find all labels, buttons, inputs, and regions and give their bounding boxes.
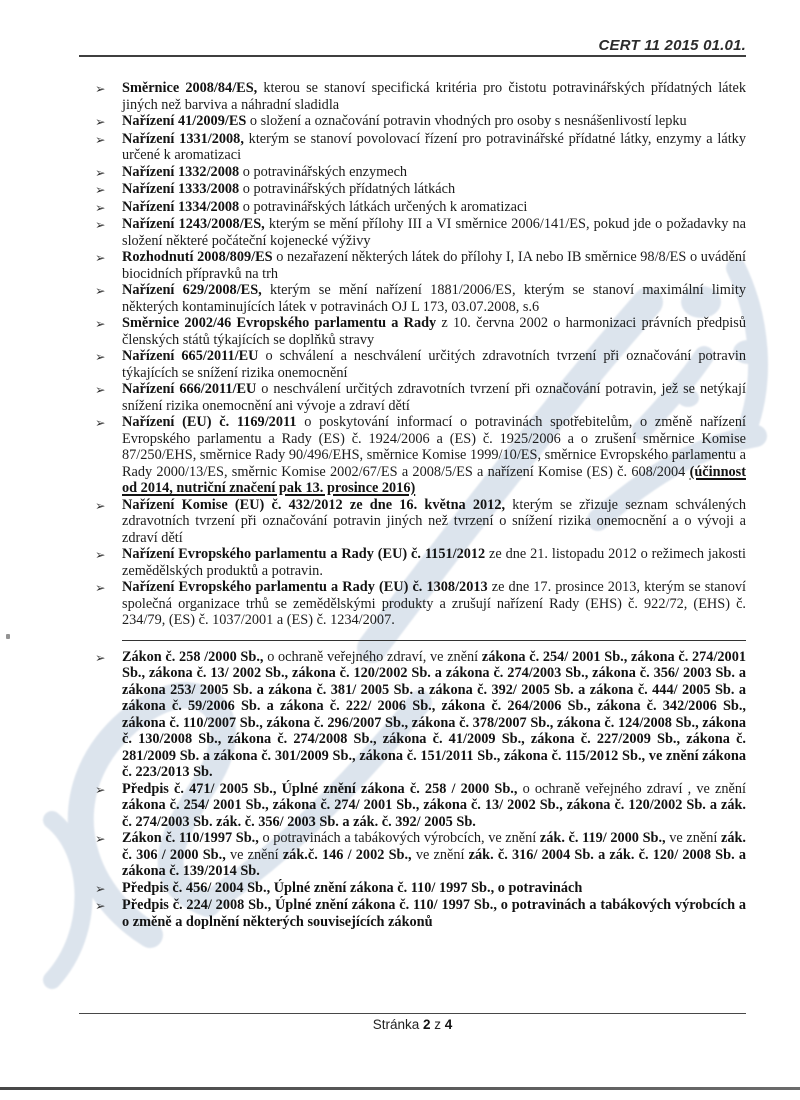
list-item-text: Nařízení Evropského parlamentu a Rady (EU) č. 1308/2013 ze dne 17. prosince 2013, kterým se stanoví společná organizace trhů se zemědělskými produkty a zrušují nařízení Rady (EHS) č. 922/72, (EHS) č. 234/79, (ES) č. 1037/2001 a (ES) č. 1234/2007. xyxy=(122,579,746,628)
arrow-bullet-icon: ➢ xyxy=(95,781,106,797)
list-item-text: Nařízení 1243/2008/ES, kterým se mění přílohy III a VI směrnice 2006/141/ES, pokud jde o požadavky na složení některé počáteční kojenecké výživy xyxy=(122,216,746,249)
arrow-bullet-icon: ➢ xyxy=(95,880,106,896)
list-item-text: Předpis č. 456/ 2004 Sb., Úplné znění zákona č. 110/ 1997 Sb., o potravinách xyxy=(122,879,583,896)
list-item xyxy=(95,80,746,113)
scan-edge-line xyxy=(0,1087,800,1090)
list-item xyxy=(95,216,746,249)
arrow-bullet-icon: ➢ xyxy=(95,497,106,513)
arrow-bullet-icon: ➢ xyxy=(95,114,106,129)
page-number-label xyxy=(79,1014,746,1032)
document-code-header: CERT 11 2015 01.01. xyxy=(598,37,746,54)
list-item xyxy=(95,414,746,497)
list-item xyxy=(95,181,746,199)
list-item-text: Nařízení 629/2008/ES, kterým se mění nařízení 1881/2006/ES, kterým se stanoví maximální limity některých kontaminujících látek v potravinách OJ L 173, 03.07.2008, s.6 xyxy=(122,282,746,315)
list-item xyxy=(95,897,746,930)
arrow-bullet-icon: ➢ xyxy=(95,649,106,665)
list-item-text: Předpis č. 471/ 2005 Sb., Úplné znění zákona č. 258 / 2000 Sb., o ochraně veřejného zdraví , ve znění zákona č. 254/ 2001 Sb., zákona č. 274/ 2001 Sb., zákona č. 13/ 2002 Sb., zákona č. 120/2002 Sb. a zák. č. 274/2003 Sb. zák. č. 356/ 2003 Sb. a zák. č. 392/ 2005 Sb. xyxy=(122,780,746,830)
arrow-bullet-icon: ➢ xyxy=(95,547,106,562)
arrow-bullet-icon: ➢ xyxy=(95,898,106,913)
arrow-bullet-icon: ➢ xyxy=(95,182,106,197)
list-item-text: Směrnice 2002/46 Evropského parlamentu a Rady z 10. června 2002 o harmonizaci právních předpisů členských států týkajících se doplňků stravy xyxy=(122,315,746,348)
section-divider xyxy=(122,640,746,641)
list-item-text: Nařízení 666/2011/EU o neschválení určitých zdravotních tvrzení při označování potravin, jež se netýkají snížení rizika onemocnění ani vývoje a zdraví dětí xyxy=(122,381,746,414)
list-item xyxy=(95,249,746,282)
list-item xyxy=(95,546,746,579)
list-item xyxy=(95,282,746,315)
page-footer xyxy=(79,1013,746,1032)
page-content xyxy=(79,0,746,930)
footer-of-word: z xyxy=(430,1017,445,1032)
arrow-bullet-icon: ➢ xyxy=(95,349,106,364)
list-item xyxy=(95,348,746,381)
list-item-text: Směrnice 2008/84/ES, kterou se stanoví specifická kritéria pro čistotu potravinářských přídatných látek jiných než barviva a náhradní sladidla xyxy=(122,80,746,113)
arrow-bullet-icon: ➢ xyxy=(95,283,106,298)
list-item-text: Nařízení 41/2009/ES o složení a označování potravin vhodných pro osoby s nesnášenlivostí lepku xyxy=(122,113,687,129)
list-item-text: Nařízení 1331/2008, kterým se stanoví povolovací řízení pro potravinářské přídatné látky, enzymy a látky určené k aromatizaci xyxy=(122,130,746,163)
header-rule xyxy=(79,55,746,57)
list-item-text: Předpis č. 224/ 2008 Sb., Úplné znění zákona č. 110/ 1997 Sb., o potravinách a tabákových výrobcích a o změně a doplnění některých souvisejících zákonů xyxy=(122,897,746,930)
list-item-text: Nařízení 1332/2008 o potravinářských enzymech xyxy=(122,163,408,180)
list-item xyxy=(95,649,746,781)
list-item xyxy=(95,880,746,898)
arrow-bullet-icon: ➢ xyxy=(95,831,106,846)
list-item-text: Nařízení 1333/2008 o potravinářských přídatných látkách xyxy=(122,181,456,197)
list-item-text: Nařízení 1334/2008 o potravinářských látkách určených k aromatizaci xyxy=(122,198,528,215)
list-item-text: Zákon č. 258 /2000 Sb., o ochraně veřejného zdraví, ve znění zákona č. 254/ 2001 Sb., zákona č. 274/2001 Sb., zákona č. 13/ 2002 Sb., zákona č. 120/2002 Sb. a zákona č. 274/2003 Sb., zákona č. 356/ 2003 Sb. a zákona 253/ 2005 Sb. a zákona č. 381/ 2005 Sb. a zákona č. 392/ 2005 Sb. a zákona č. 444/ 2005 Sb. a zákona č. 59/2006 Sb. a zákona č. 222/ 2006 Sb., zákona č. 264/2006 Sb., zákona č. 342/2006 Sb., zákona č. 110/2007 Sb., zákona č. 296/2007 Sb., zákona č. 378/2007 Sb., zákona č. 124/2008 Sb., zákona č. 130/2008 Sb., zákona č. 274/2008 Sb., zákona č. 41/2009 Sb., zákona č. 227/2009 Sb., zákona č. 281/2009 Sb. a zákona č. 301/2009 Sb., zákona č. 151/2011 Sb., zákona č. 115/2012 Sb., ve znění zákona č. 223/2013 Sb. xyxy=(122,648,747,780)
list-item-text: Rozhodnutí 2008/809/ES o nezařazení některých látek do přílohy I, IA nebo IB směrnice 98/8/ES o uvádění biocidních přípravků na trh xyxy=(122,249,746,282)
footer-label: Stránka xyxy=(372,1017,423,1032)
arrow-bullet-icon: ➢ xyxy=(95,131,106,147)
list-item xyxy=(95,164,746,182)
list-item-text: Nařízení Komise (EU) č. 432/2012 ze dne 16. května 2012, kterým se zřizuje seznam schválených zdravotních tvrzení při označování potravin jiných než tvrzení o snížení rizika onemocnění a o vývoji a zdraví dětí xyxy=(122,496,746,546)
arrow-bullet-icon: ➢ xyxy=(95,81,106,96)
eu-legislation-list xyxy=(95,80,746,629)
arrow-bullet-icon: ➢ xyxy=(95,580,106,595)
list-item xyxy=(95,315,746,348)
list-item xyxy=(95,497,746,547)
list-item xyxy=(95,131,746,164)
arrow-bullet-icon: ➢ xyxy=(95,164,106,180)
arrow-bullet-icon: ➢ xyxy=(95,316,106,331)
footer-total-pages: 4 xyxy=(444,1017,453,1032)
czech-laws-list xyxy=(95,649,746,931)
list-item xyxy=(95,579,746,629)
arrow-bullet-icon: ➢ xyxy=(95,217,106,232)
list-item xyxy=(95,199,746,217)
list-item xyxy=(95,781,746,831)
list-item-text: Zákon č. 110/1997 Sb., o potravinách a tabákových výrobcích, ve znění zák. č. 119/ 2000 Sb., ve znění zák. č. 306 / 2000 Sb., ve znění zák.č. 146 / 2002 Sb., ve znění zák. č. 316/ 2004 Sb. a zák. č. 120/ 2008 Sb. a zákona č. 139/2014 Sb. xyxy=(122,830,746,879)
list-item xyxy=(95,113,746,131)
footer-current-page: 2 xyxy=(422,1017,431,1032)
list-item-text: Nařízení Evropského parlamentu a Rady (EU) č. 1151/2012 ze dne 21. listopadu 2012 o režimech jakosti zemědělských produktů a potravin. xyxy=(122,546,746,579)
scan-artifact-speck xyxy=(6,634,10,639)
arrow-bullet-icon: ➢ xyxy=(95,199,106,215)
list-item xyxy=(95,830,746,880)
list-item-text: Nařízení 665/2011/EU o schválení a neschválení určitých zdravotních tvrzení při označování potravin týkajících se snížení rizika onemocnění xyxy=(122,348,746,381)
arrow-bullet-icon: ➢ xyxy=(95,250,106,265)
arrow-bullet-icon: ➢ xyxy=(95,382,106,397)
arrow-bullet-icon: ➢ xyxy=(95,415,106,430)
list-item-text: Nařízení (EU) č. 1169/2011 o poskytování informací o potravinách spotřebitelům, o změně nařízení Evropského parlamentu a Rady (ES) č. 1924/2006 a (ES) č. 1925/2006 a o zrušení směrnice Komise 87/250/EHS, směrnice Rady 90/496/EHS, směrnice Komise 1999/10/ES, směrnice Evropského parlamentu a Rady 2000/13/ES, směrnic Komise 2002/67/ES a 2008/5/ES a nařízení Komise (ES) č. 608/2004 (účinnost od 2014, nutriční značení pak 13. prosince 2016) xyxy=(122,414,746,496)
list-item xyxy=(95,381,746,414)
